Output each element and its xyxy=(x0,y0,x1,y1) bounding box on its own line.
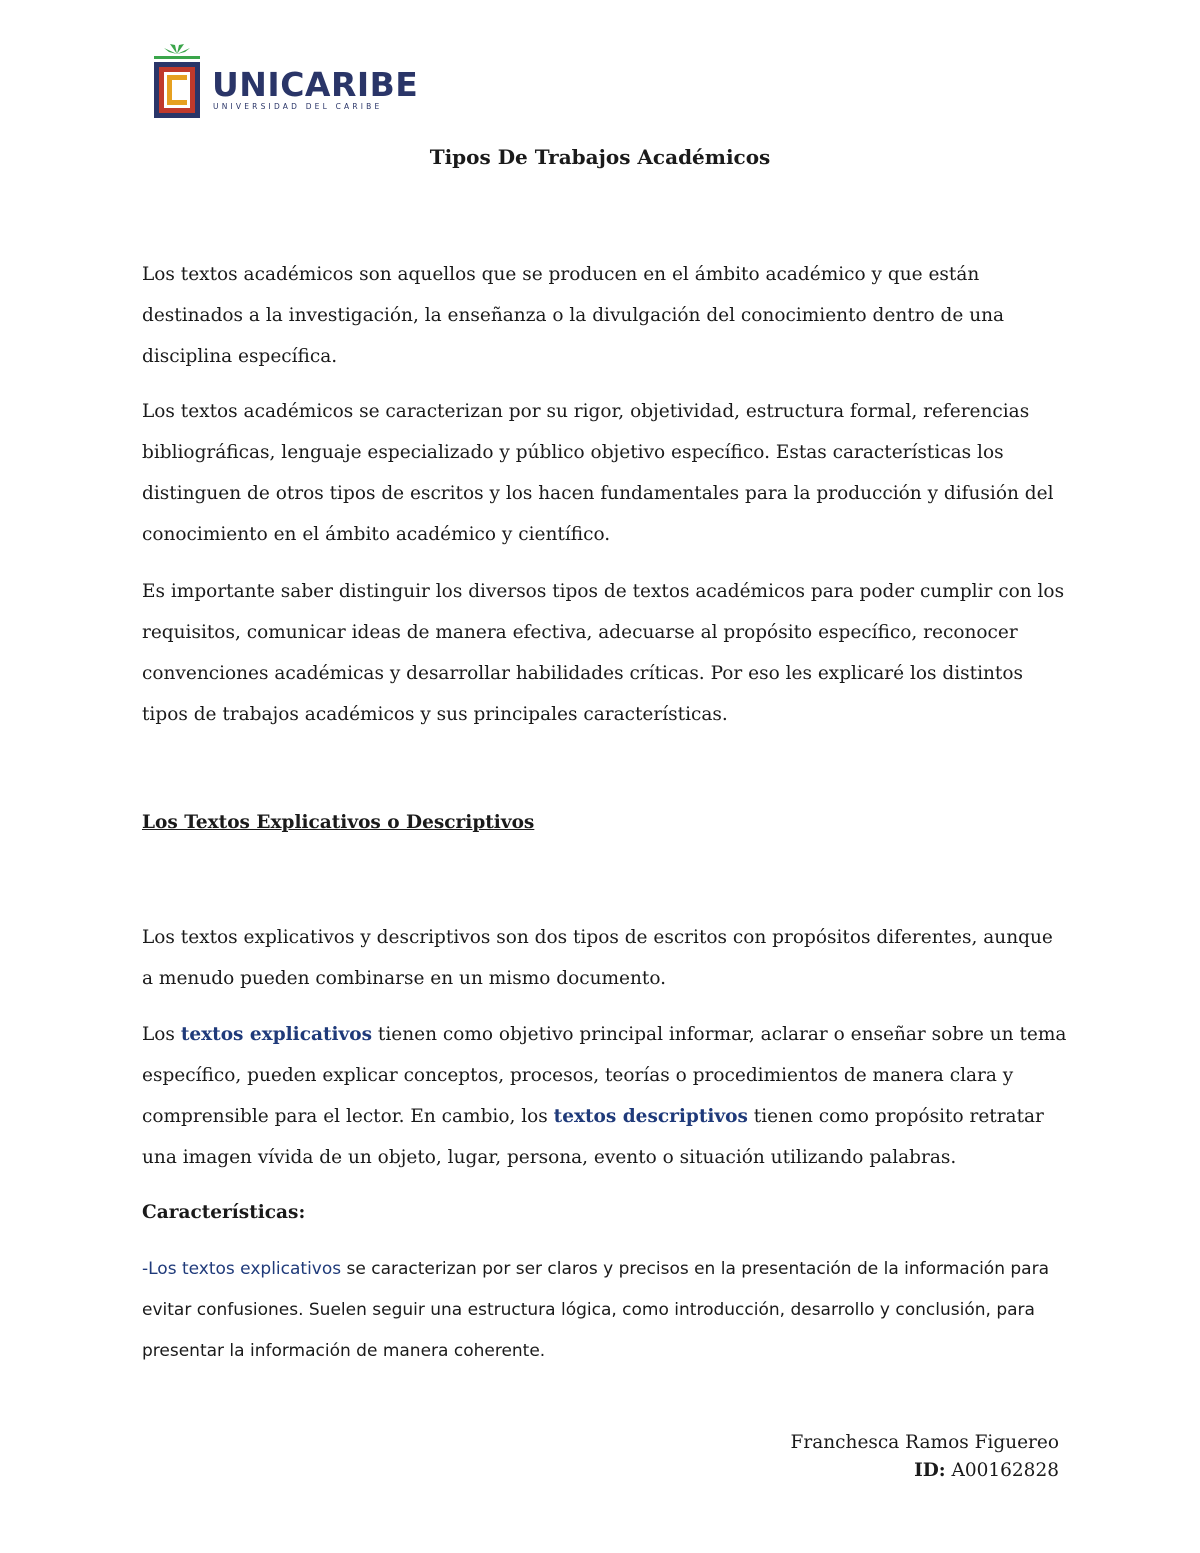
author-id xyxy=(791,1457,1059,1485)
section-heading: Los Textos Explicativos o Descriptivos xyxy=(142,812,535,833)
author-id-label: ID: xyxy=(914,1460,946,1481)
intro-paragraph-1: Los textos académicos son aquellos que se producen en el ámbito académico y que están destinados a la investigación, la enseñanza o la divulgación del conocimiento dentro de una disciplina específica. xyxy=(142,264,1005,367)
highlight-los-textos-explicativos: -Los textos explicativos xyxy=(142,1259,342,1279)
paragraph-text: tienen como propósito retratar una imagen vívida de un objeto, lugar, persona, evento o situación utilizando palabras. xyxy=(142,1106,1044,1168)
characteristics-label: Características: xyxy=(142,1202,306,1223)
intro-paragraph-2: Los textos académicos se caracterizan por su rigor, objetividad, estructura formal, referencias bibliográficas, lenguaje especializado y público objetivo específico. Estas características los distinguen de otros tipos de escritos y los hacen fundamentales para la producción y difusión del conocimiento en el ámbito académico y científico. xyxy=(142,401,1054,545)
author-id-value: A00162828 xyxy=(945,1460,1059,1481)
logo-emblem-icon xyxy=(150,40,204,122)
unicaribe-logo xyxy=(150,40,419,122)
highlight-textos-explicativos: textos explicativos xyxy=(180,1024,373,1045)
logo-wordmark: UNICARIBE xyxy=(212,65,419,104)
paragraph-text: tienen como objetivo principal informar, aclarar o enseñar sobre un tema específico, pueden explicar conceptos, procesos, teorías o procedimientos de manera clara y comprensible para el lector. En cambio, los xyxy=(142,1024,1067,1127)
paragraph-text: Los xyxy=(142,1024,181,1045)
paragraph-text: se caracterizan por ser claros y precisos en la presentación de la información para evitar confusiones. Suelen seguir una estructura lógica, como introducción, desarrollo y conclusión, para presentar la información de manera coherente. xyxy=(142,1259,1049,1361)
characteristics-paragraph xyxy=(142,1249,1067,1372)
author-name: Franchesca Ramos Figuereo xyxy=(790,1432,1059,1453)
highlight-textos-descriptivos: textos descriptivos xyxy=(553,1106,748,1127)
logo-subtitle: UNIVERSIDAD DEL CARIBE xyxy=(213,102,383,111)
author-block xyxy=(791,1429,1059,1485)
section-paragraph-2 xyxy=(142,1014,1067,1178)
document-title: Tipos De Trabajos Académicos xyxy=(429,145,771,169)
intro-paragraph-3: Es importante saber distinguir los diversos tipos de textos académicos para poder cumplir con los requisitos, comunicar ideas de manera efectiva, adecuarse al propósito específico, reconocer convenciones académicas y desarrollar habilidades críticas. Por eso les explicaré los distintos tipos de trabajos académicos y sus principales características. xyxy=(142,581,1065,725)
section-paragraph-1: Los textos explicativos y descriptivos son dos tipos de escritos con propósitos diferentes, aunque a menudo pueden combinarse en un mismo documento. xyxy=(142,927,1053,989)
